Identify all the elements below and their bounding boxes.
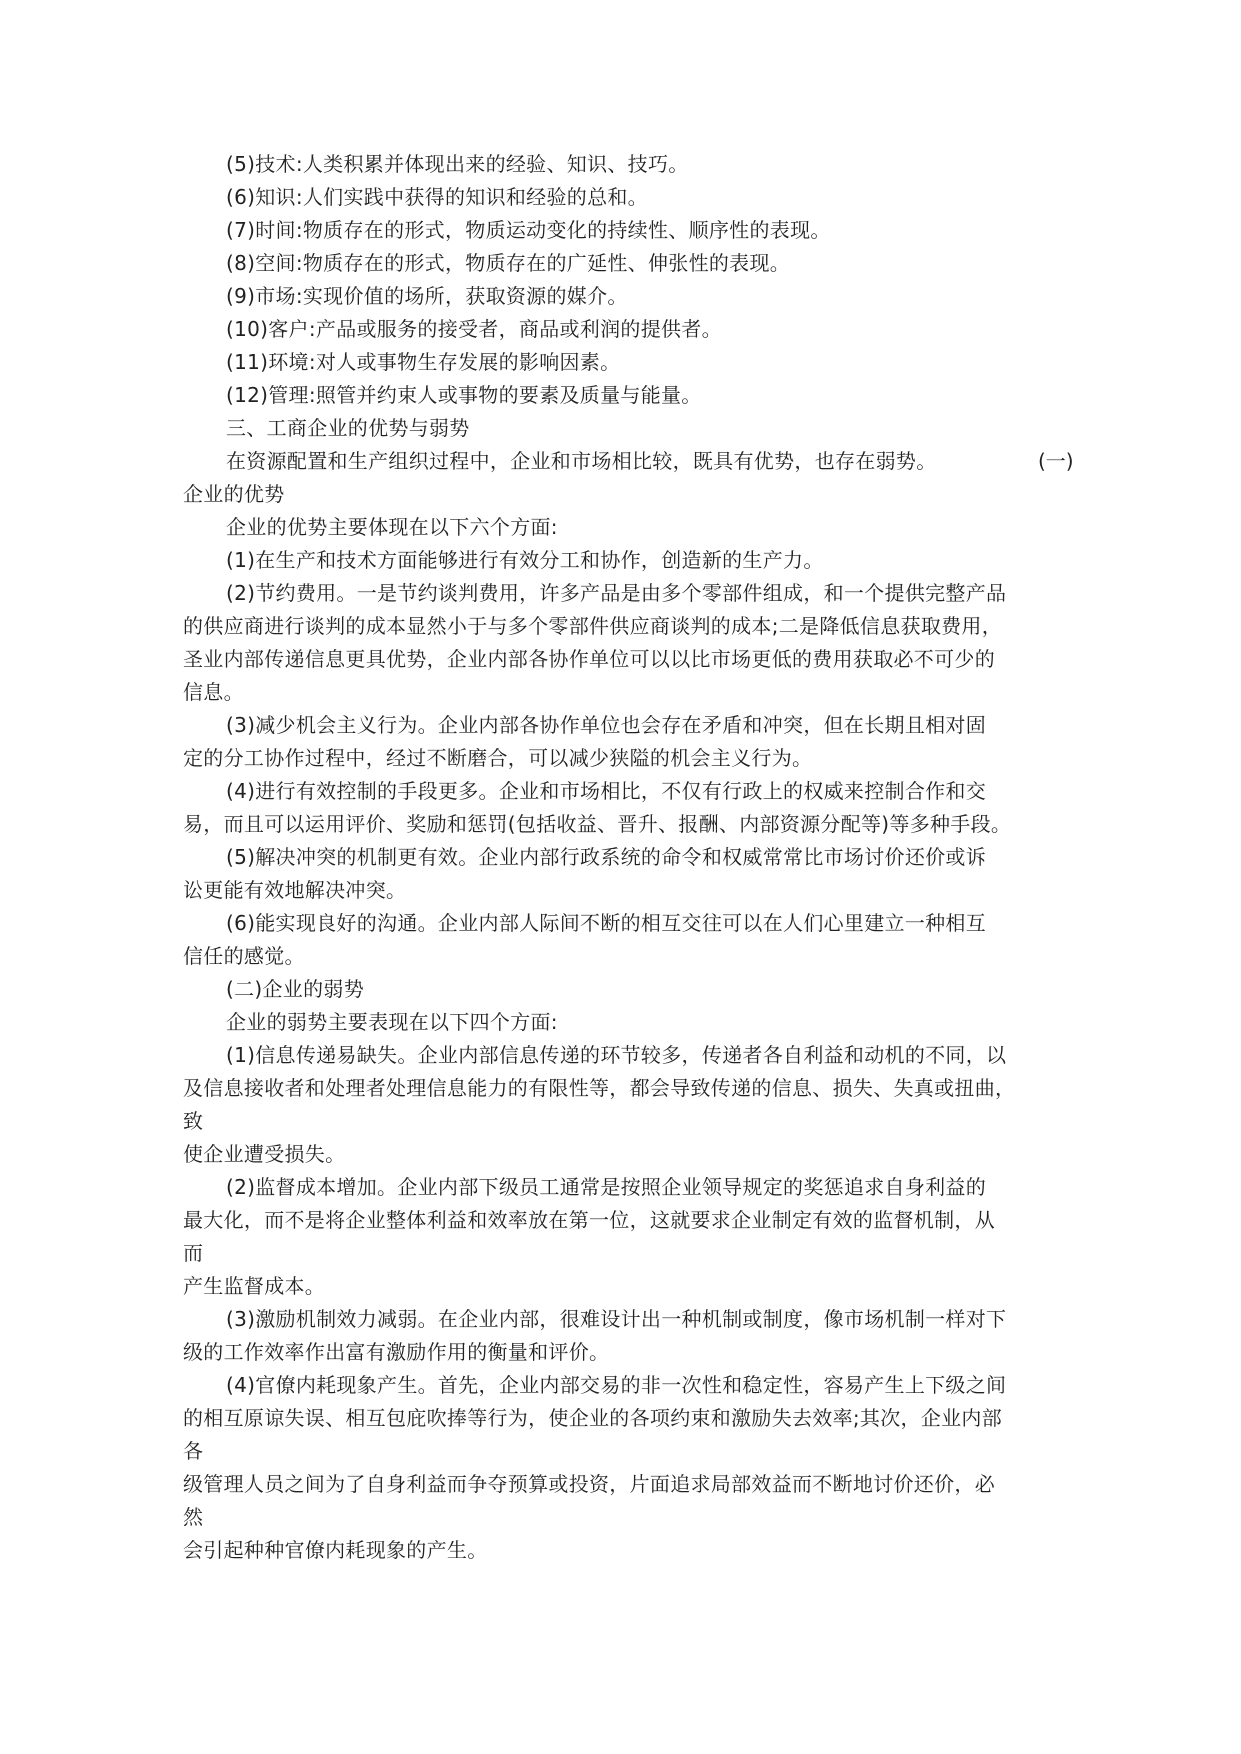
text-line: 级管理人员之间为了自身利益而争夺预算或投资，片面追求局部效益而不断地讨价还价，必 — [183, 1472, 995, 1496]
text-line: (11)环境:对人或事物生存发展的影响因素。 — [226, 350, 621, 374]
text-line: 企业的弱势主要表现在以下四个方面: — [226, 1010, 558, 1034]
text-line: (3)减少机会主义行为。企业内部各协作单位也会存在矛盾和冲突，但在长期且相对固 — [226, 713, 987, 737]
text-line: 圣业内部传递信息更具优势，企业内部各协作单位可以以比市场更低的费用获取必不可少的 — [183, 647, 995, 671]
text-line: (12)管理:照管并约束人或事物的要素及质量与能量。 — [226, 383, 702, 407]
text-line: (3)激励机制效力减弱。在企业内部，很难设计出一种机制或制度，像市场机制一样对下 — [226, 1307, 1007, 1331]
text-line: 然 — [183, 1505, 204, 1529]
text-line: (10)客户:产品或服务的接受者，商品或利润的提供者。 — [226, 317, 722, 341]
text-line: 信息。 — [183, 680, 244, 704]
text-line: (4)官僚内耗现象产生。首先，企业内部交易的非一次性和稳定性，容易产生上下级之间 — [226, 1373, 1007, 1397]
text-line: 而 — [183, 1241, 204, 1265]
text-line: (9)市场:实现价值的场所，获取资源的媒介。 — [226, 284, 628, 308]
text-line: 致 — [183, 1109, 204, 1133]
text-line: (6)能实现良好的沟通。企业内部人际间不断的相互交往可以在人们心里建立一种相互 — [226, 911, 987, 935]
text-line: (2)监督成本增加。企业内部下级员工通常是按照企业领导规定的奖惩追求自身利益的 — [226, 1175, 987, 1199]
text-line: 会引起种种官僚内耗现象的产生。 — [183, 1538, 488, 1562]
text-line: 讼更能有效地解决冲突。 — [183, 878, 407, 902]
text-line: (5)解决冲突的机制更有效。企业内部行政系统的命令和权威常常比市场讨价还价或诉 — [226, 845, 987, 869]
text-line: 级的工作效率作出富有激励作用的衡量和评价。 — [183, 1340, 610, 1364]
text-line: 定的分工协作过程中，经过不断磨合，可以减少狭隘的机会主义行为。 — [183, 746, 813, 770]
section-heading: 三、工商企业的优势与弱势 — [226, 416, 470, 440]
subsection-heading: (二)企业的弱势 — [226, 977, 365, 1001]
text-line: (5)技术:人类积累并体现出来的经验、知识、技巧。 — [226, 152, 689, 176]
text-line: 信任的感觉。 — [183, 944, 305, 968]
text-line: 企业的优势主要体现在以下六个方面: — [226, 515, 558, 539]
subsection-marker: (一) — [1038, 449, 1074, 473]
text-line: 易，而且可以运用评价、奖励和惩罚(包括收益、晋升、报酬、内部资源分配等)等多种手段。 — [183, 812, 1012, 836]
text-line: (2)节约费用。一是节约谈判费用，许多产品是由多个零部件组成，和一个提供完整产品 — [226, 581, 1007, 605]
text-line: (8)空间:物质存在的形式，物质存在的广延性、伸张性的表现。 — [226, 251, 791, 275]
text-line: 各 — [183, 1439, 204, 1463]
text-line: 的相互原谅失误、相互包庇吹捧等行为，使企业的各项约束和激励失去效率;其次，企业内部 — [183, 1406, 1003, 1430]
text-line: (6)知识:人们实践中获得的知识和经验的总和。 — [226, 185, 648, 209]
text-line: 产生监督成本。 — [183, 1274, 326, 1298]
text-line: 的供应商进行谈判的成本显然小于与多个零部件供应商谈判的成本;二是降低信息获取费用， — [183, 614, 1003, 638]
text-line: (4)进行有效控制的手段更多。企业和市场相比，不仅有行政上的权威来控制合作和交 — [226, 779, 987, 803]
text-line: (7)时间:物质存在的形式，物质运动变化的持续性、顺序性的表现。 — [226, 218, 831, 242]
text-line: 在资源配置和生产组织过程中，企业和市场相比较，既具有优势，也存在弱势。 — [226, 449, 937, 473]
text-line: 使企业遭受损失。 — [183, 1142, 346, 1166]
text-line: 及信息接收者和处理者处理信息能力的有限性等，都会导致传递的信息、损失、失真或扭曲， — [183, 1076, 1016, 1100]
text-line: 最大化，而不是将企业整体利益和效率放在第一位，这就要求企业制定有效的监督机制，从 — [183, 1208, 995, 1232]
subsection-heading: 企业的优势 — [183, 482, 285, 506]
text-line: (1)信息传递易缺失。企业内部信息传递的环节较多，传递者各自利益和动机的不同，以 — [226, 1043, 1007, 1067]
text-line: (1)在生产和技术方面能够进行有效分工和协作，创造新的生产力。 — [226, 548, 824, 572]
